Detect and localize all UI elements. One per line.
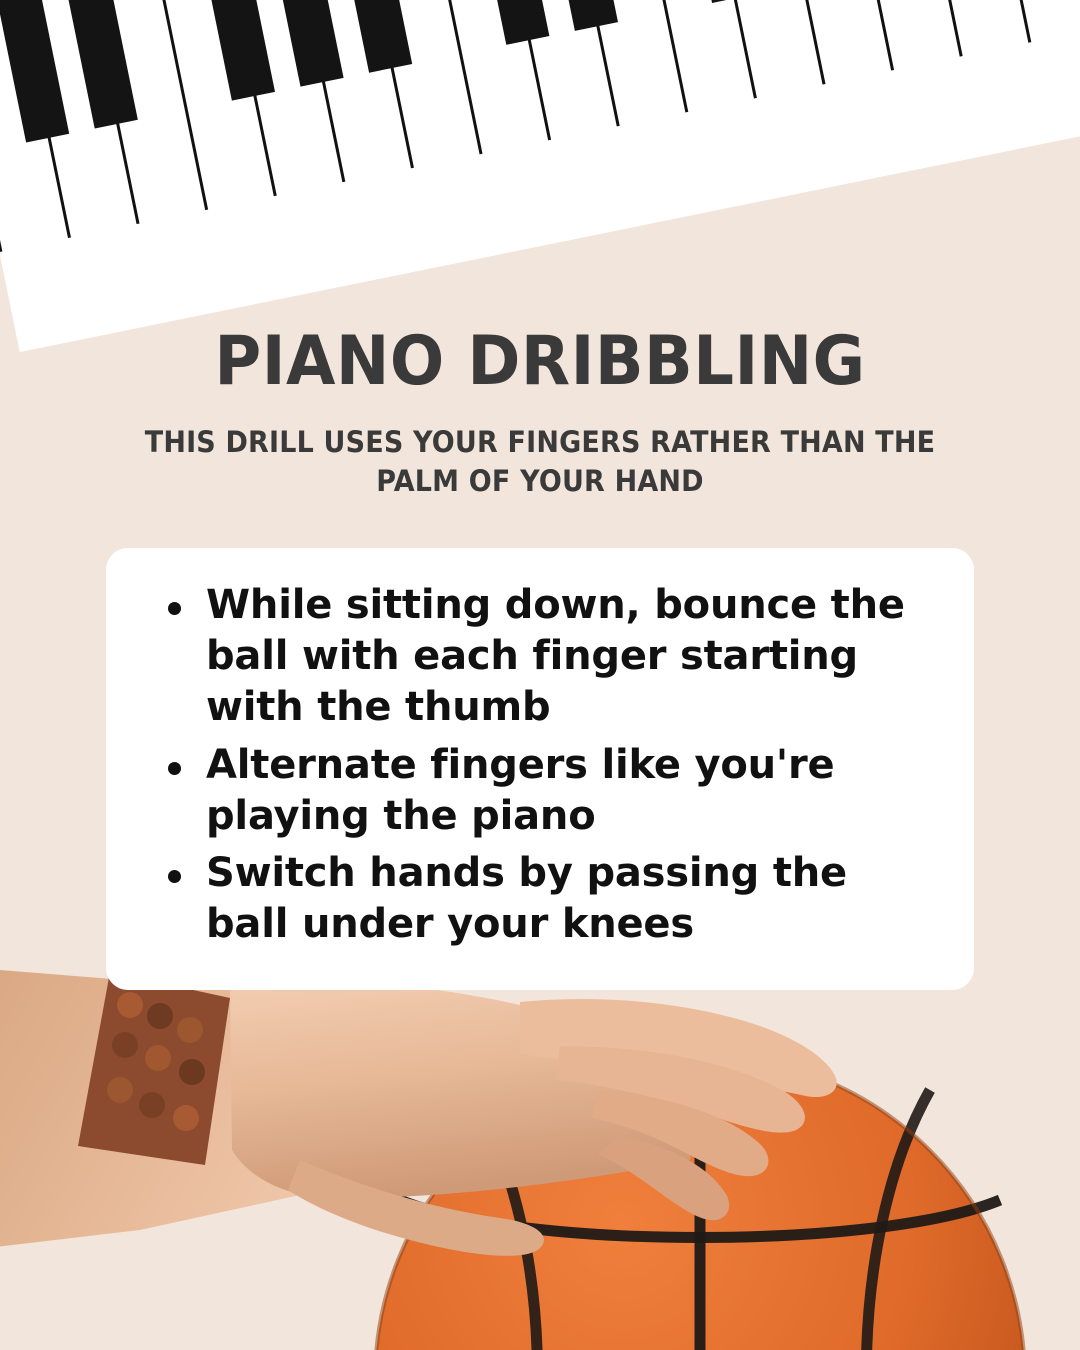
hand-and-basketball-photo <box>0 950 1080 1350</box>
list-item: Switch hands by passing the ball under your knees <box>206 848 930 950</box>
instructions-list <box>150 580 930 950</box>
text-block <box>0 0 1080 501</box>
hand-photo <box>0 970 837 1256</box>
list-item: Alternate fingers like you're playing the piano <box>206 740 930 842</box>
instructions-card <box>106 548 974 990</box>
list-item: While sitting down, bounce the ball with each finger starting with the thumb <box>206 580 930 734</box>
photo-svg <box>0 950 1080 1350</box>
page-title: PIANO DRIBBLING <box>214 322 866 401</box>
page-subtitle: THIS DRILL USES YOUR FINGERS RATHER THAN THE PALM OF YOUR HAND <box>144 425 936 499</box>
